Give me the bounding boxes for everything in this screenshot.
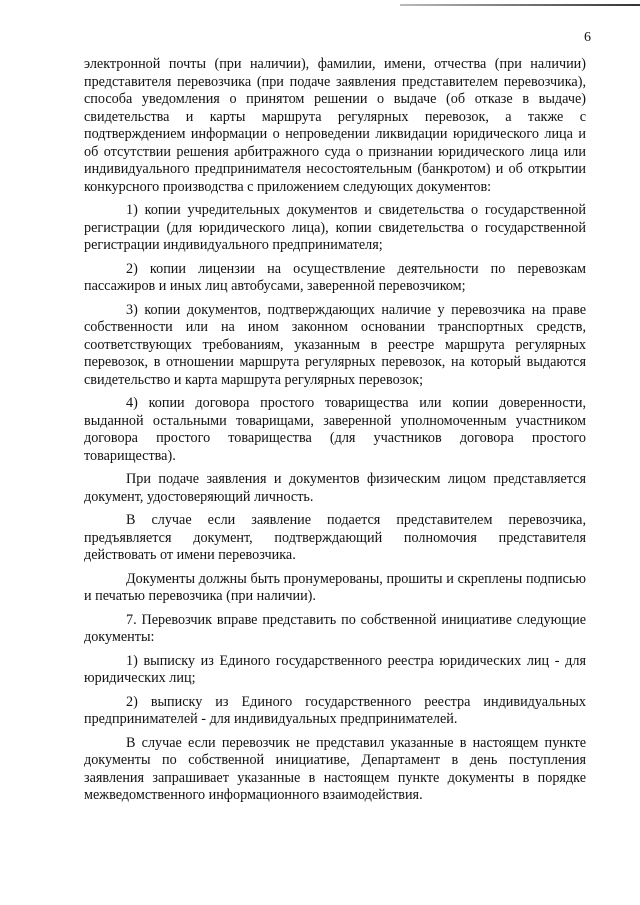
list-item-2: 2) копии лицензии на осуществление деятельности по перевозкам пассажиров и иных лиц автобусами, заверенной перевозчиком; — [84, 260, 586, 294]
clause-7: 7. Перевозчик вправе представить по собственной инициативе следующие документы: — [84, 611, 586, 645]
paragraph-identity: При подаче заявления и документов физическим лицом представляется документ, удостоверяющий личность. — [84, 471, 586, 505]
list-item-4: 4) копии договора простого товарищества или копии доверенности, выданной остальными товарищами, заверенной уполномоченным участником договора простого товарищества (для участников договора простого товарищества). — [84, 395, 586, 464]
scan-artifact-line — [400, 4, 640, 6]
clause-7-item-2: 2) выписку из Единого государственного реестра индивидуальных предпринимателей - для индивидуальных предпринимателей. — [84, 693, 586, 727]
document-body — [84, 56, 586, 811]
page-number: 6 — [584, 30, 591, 45]
paragraph-representative: В случае если заявление подается представителем перевозчика, предъявляется документ, подтверждающий полномочия представителя действовать от имени перевозчика. — [84, 512, 586, 563]
list-item-3: 3) копии документов, подтверждающих наличие у перевозчика на праве собственности или на ином законном основании транспортных средств, соответствующих требованиям, указанным в реестре маршрута регулярных перевозок, в отношении маршрута регулярных перевозок, на который выдаются свидетельство и карта маршрута регулярных перевозок; — [84, 301, 586, 388]
paragraph-interagency: В случае если перевозчик не представил указанные в настоящем пункте документы по собственной инициативе, Департамент в день поступления заявления запрашивает указанные в настоящем пункте документы в порядке межведомственного информационного взаимодействия. — [84, 734, 586, 803]
paragraph-continuation: электронной почты (при наличии), фамилии, имени, отчества (при наличии) представителя перевозчика (при подаче заявления представителем перевозчика), способа уведомления о принятом решении о выдаче (об отказе в выдаче) свидетельства и карты маршрута регулярных перевозок, а также с подтверждением информации о непроведении ликвидации юридического лица и об отсутствии решения арбитражного суда о признании юридического лица или индивидуального предпринимателя несостоятельным (банкротом) и об открытии конкурсного производства с приложением следующих документов: — [84, 56, 586, 195]
clause-7-item-1: 1) выписку из Единого государственного реестра юридических лиц - для юридических лиц; — [84, 652, 586, 686]
list-item-1: 1) копии учредительных документов и свидетельства о государственной регистрации (для юридического лица), копии свидетельства о государственной регистрации индивидуального предпринимателя; — [84, 202, 586, 253]
paragraph-documents: Документы должны быть пронумерованы, прошиты и скреплены подписью и печатью перевозчика (при наличии). — [84, 570, 586, 604]
